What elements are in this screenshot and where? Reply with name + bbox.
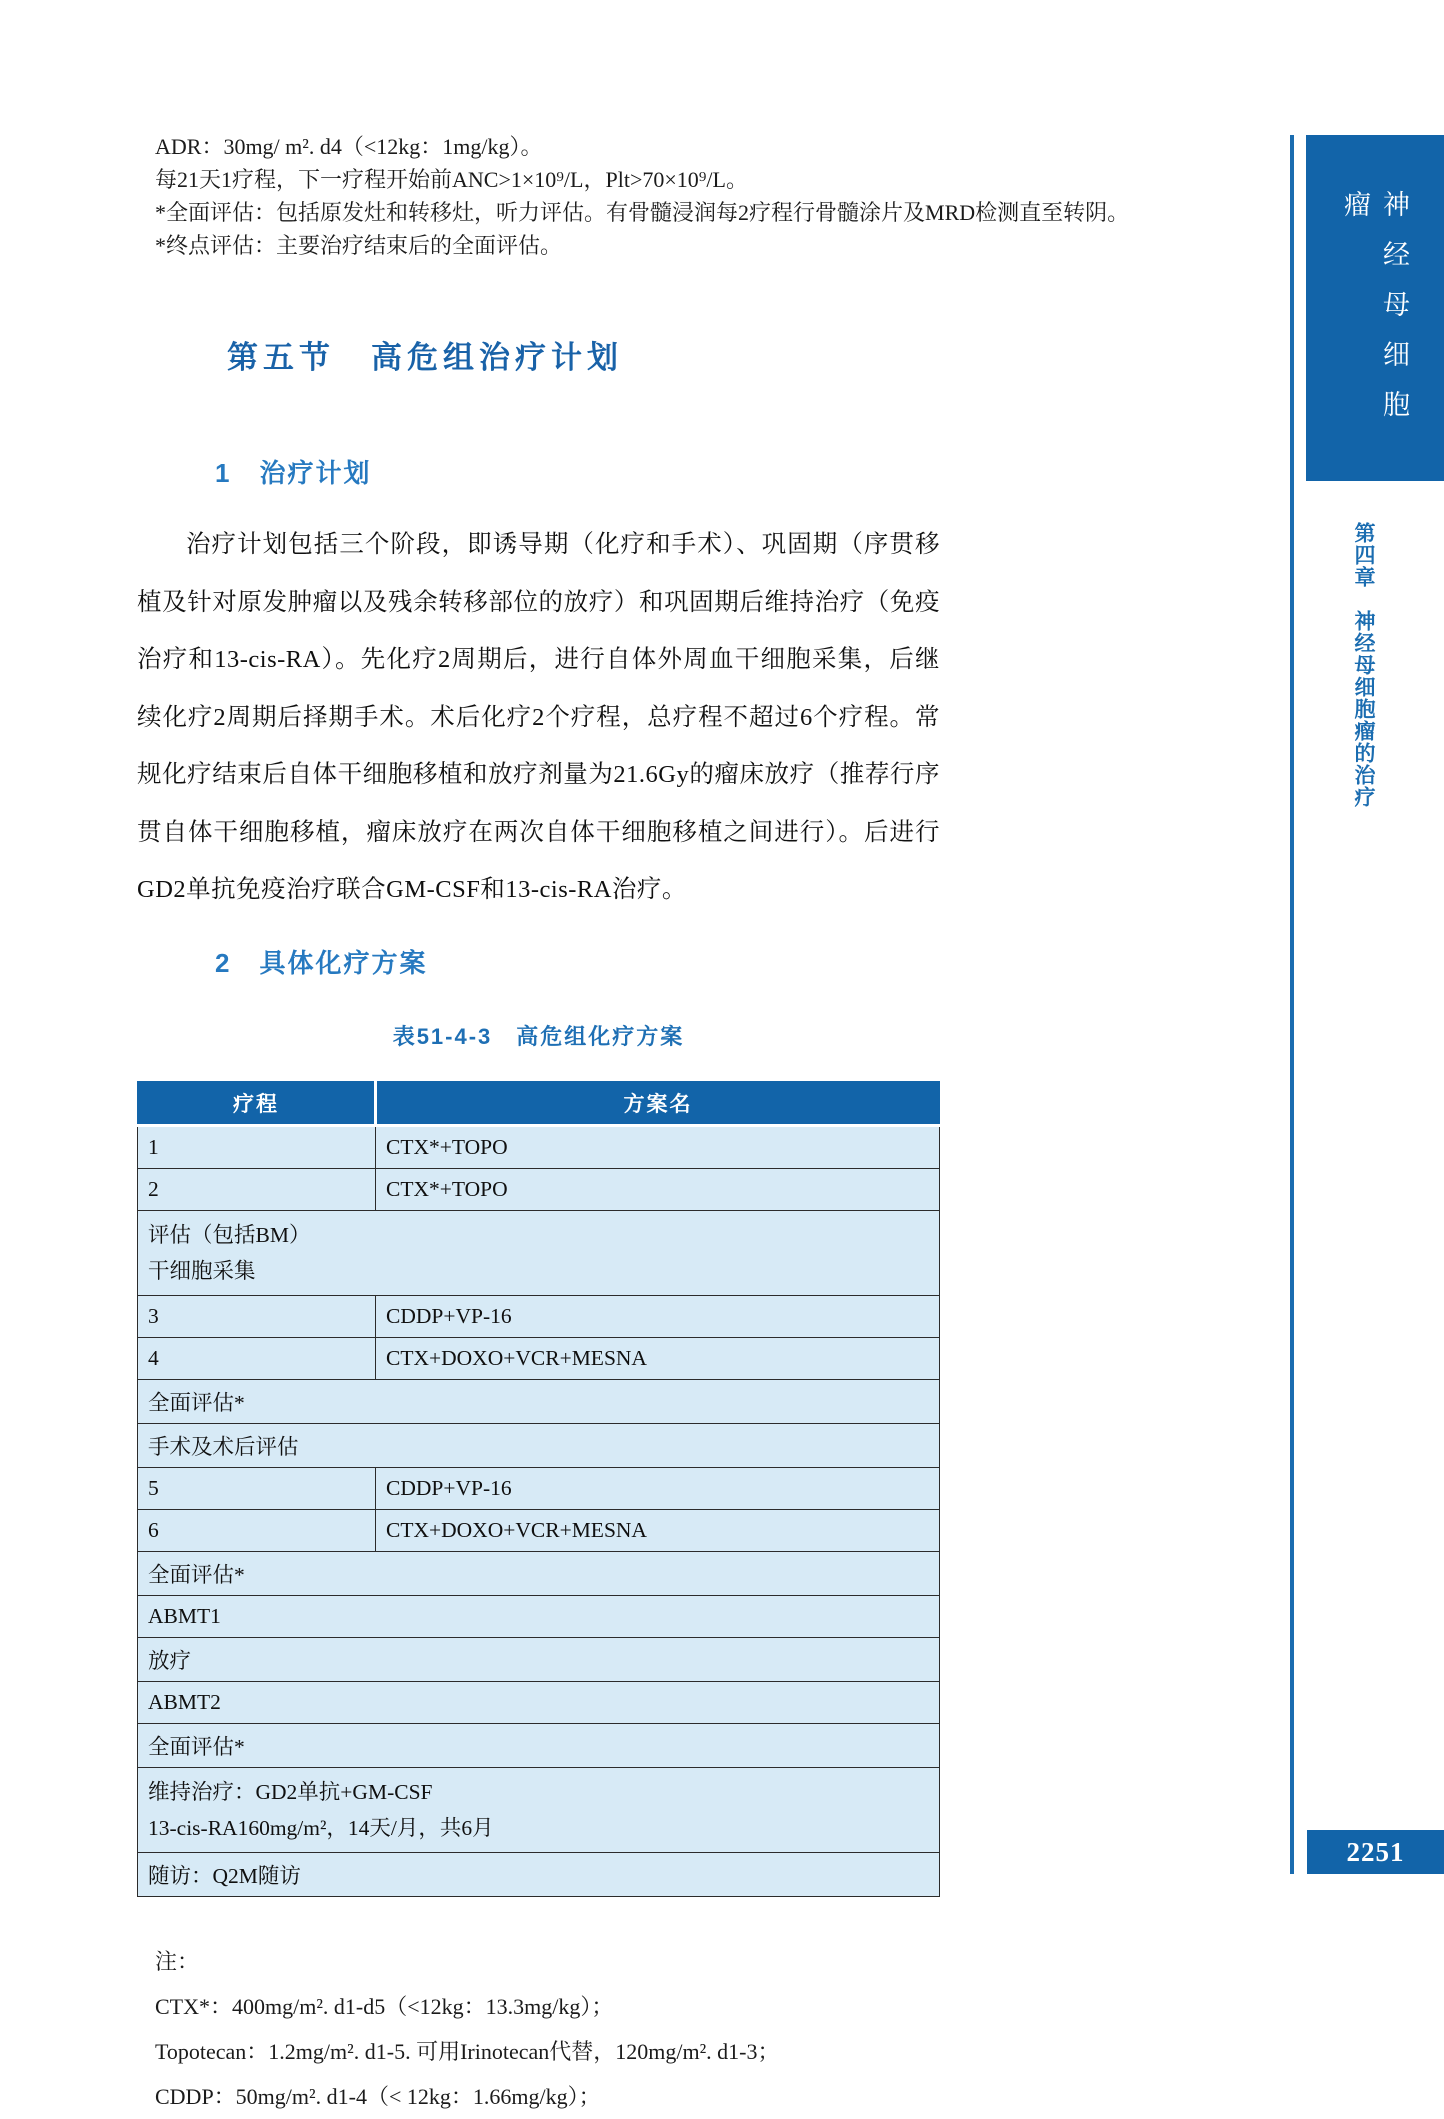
table-row-merged — [138, 1380, 940, 1424]
cell-regimen: CDDP+VP-16 — [376, 1468, 940, 1510]
table-row — [138, 1338, 940, 1380]
cell-merged: 放疗 — [138, 1638, 940, 1682]
table-row-merged — [138, 1424, 940, 1468]
cell-course: 4 — [138, 1338, 376, 1380]
page-number-badge: 2251 — [1307, 1830, 1444, 1874]
cell-line-2: 13-cis-RA160mg/m²，14天/月，共6月 — [148, 1816, 494, 1840]
footnote-cddp: CDDP：50mg/m². d1-4（< 12kg：1.66mg/kg）； — [155, 2084, 601, 2109]
main-column — [137, 262, 940, 2119]
table-row — [138, 1296, 940, 1338]
cell-course: 3 — [138, 1296, 376, 1338]
chapter-title-vertical-text: 神经母细胞瘤 — [1340, 190, 1409, 440]
cell-line-1: 维持治疗：GD2单抗+GM-CSF — [148, 1780, 433, 1804]
cell-course: 1 — [138, 1126, 376, 1169]
cell-course: 2 — [138, 1169, 376, 1211]
sidebar-vertical-rule — [1290, 135, 1294, 1874]
table-footnotes — [137, 1939, 940, 2119]
table-row — [138, 1169, 940, 1211]
cell-regimen: CTX*+TOPO — [376, 1126, 940, 1169]
cell-course: 5 — [138, 1468, 376, 1510]
cell-regimen: CTX*+TOPO — [376, 1169, 940, 1211]
section-title: 第五节 高危组治疗计划 — [227, 340, 623, 375]
table-header-course: 疗程 — [138, 1082, 376, 1126]
subsection-1-label: 治疗计划 — [259, 458, 372, 488]
subsection-1-number: 1 — [215, 458, 232, 488]
intro-line-cycle: 每21天1疗程，下一疗程开始前ANC>1×10⁹/L，Plt>70×10⁹/L。 — [155, 167, 748, 192]
intro-line-endpoint-eval: *终点评估：主要治疗结束后的全面评估。 — [155, 233, 563, 258]
table-row — [138, 1126, 940, 1169]
table-row-merged — [138, 1552, 940, 1596]
footnote-topotecan: Topotecan：1.2mg/m². d1-5. 可用Irinotecan代替，120mg/m². d1-3； — [155, 2039, 780, 2064]
table-row-merged — [138, 1682, 940, 1724]
table-row-merged — [138, 1724, 940, 1768]
subsection-2-label: 具体化疗方案 — [259, 948, 428, 978]
table-caption: 表51-4-3 高危组化疗方案 — [392, 1024, 685, 1049]
cell-regimen: CTX+DOXO+VCR+MESNA — [376, 1510, 940, 1552]
subsection-2-number: 2 — [215, 948, 232, 978]
cell-merged — [138, 1211, 940, 1296]
cell-merged: 全面评估* — [138, 1552, 940, 1596]
chapter-title-box — [1306, 135, 1444, 481]
table-row-merged — [138, 1853, 940, 1897]
footnote-ctx: CTX*：400mg/m². d1-d5（<12kg：13.3mg/kg）； — [155, 1994, 614, 2019]
cell-course: 6 — [138, 1510, 376, 1552]
cell-merged: 手术及术后评估 — [138, 1424, 940, 1468]
intro-notes — [137, 130, 1285, 262]
cell-merged: 全面评估* — [138, 1724, 940, 1768]
intro-line-adr: ADR：30mg/ m². d4（<12kg：1mg/kg）。 — [155, 134, 543, 159]
cell-merged: 全面评估* — [138, 1380, 940, 1424]
table-header-row — [138, 1082, 940, 1126]
chemo-plan-table — [137, 1081, 940, 1897]
intro-line-full-eval: *全面评估：包括原发灶和转移灶，听力评估。有骨髓浸润每2疗程行骨髓涂片及MRD检测直至转阴。 — [155, 200, 1130, 225]
cell-line-1: 评估（包括BM） — [148, 1223, 311, 1247]
table-header-regimen: 方案名 — [376, 1082, 940, 1126]
subsection-2-heading — [137, 943, 940, 980]
cell-regimen: CDDP+VP-16 — [376, 1296, 940, 1338]
table-row — [138, 1510, 940, 1552]
table-row-merged — [138, 1211, 940, 1296]
cell-merged: 随访：Q2M随访 — [138, 1853, 940, 1897]
cell-merged: ABMT2 — [138, 1682, 940, 1724]
cell-merged: ABMT1 — [138, 1596, 940, 1638]
treatment-plan-paragraph: 治疗计划包括三个阶段，即诱导期（化疗和手术）、巩固期（序贯移植及针对原发肿瘤以及残余转移部位的放疗）和巩固期后维持治疗（免疫治疗和13-cis-RA）。先化疗2周期后，进行自体外周血干细胞采集，后继续化疗2周期后择期手术。术后化疗2个疗程，总疗程不超过6个疗程。常规化疗结束后自体干细胞移植和放疗剂量为21.6Gy的瘤床放疗（推荐行序贯自体干细胞移植，瘤床放疗在两次自体干细胞移植之间进行）。后进行GD2单抗免疫治疗联合GM-CSF和13-cis-RA治疗。 — [137, 531, 940, 903]
cell-merged — [138, 1768, 940, 1853]
cell-regimen: CTX+DOXO+VCR+MESNA — [376, 1338, 940, 1380]
table-row-merged — [138, 1596, 940, 1638]
footnote-label: 注： — [155, 1949, 200, 1974]
chapter-label-vertical-text: 第四章 神经母细胞瘤的治疗 — [1352, 522, 1376, 808]
table-row-merged — [138, 1638, 940, 1682]
subsection-1-heading — [137, 453, 940, 490]
cell-line-2: 干细胞采集 — [148, 1259, 256, 1283]
table-row-merged — [138, 1768, 940, 1853]
table-row — [138, 1468, 940, 1510]
